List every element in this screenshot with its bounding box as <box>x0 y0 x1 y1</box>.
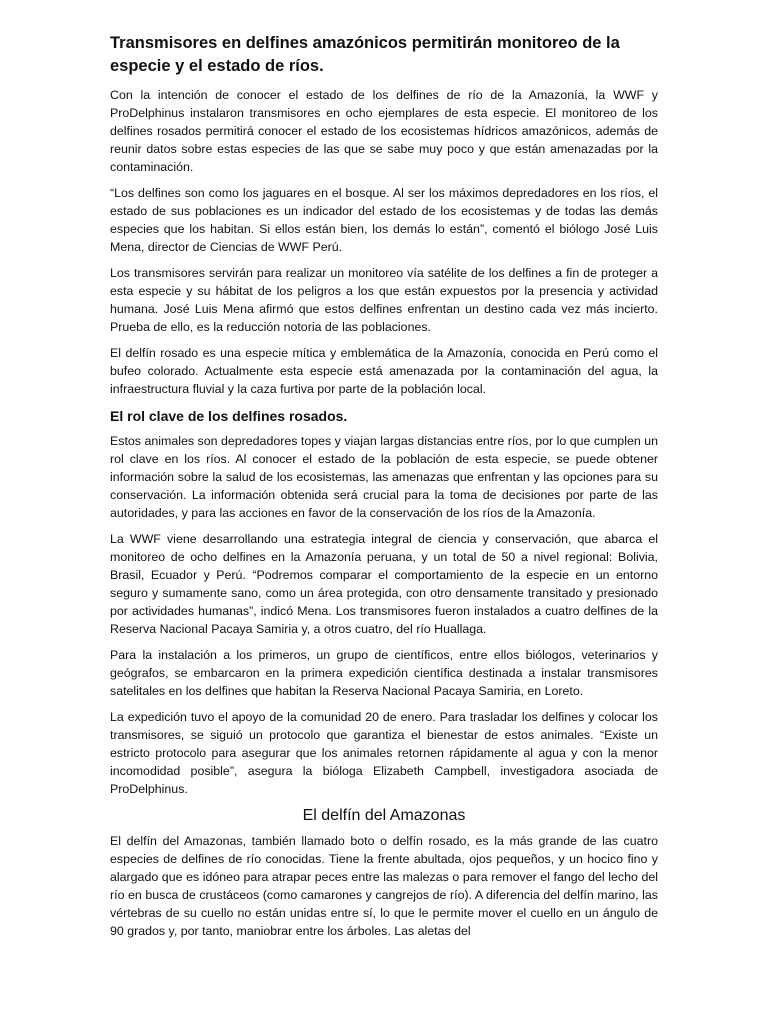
paragraph-wwf-strategy: La WWF viene desarrollando una estrategia integral de ciencia y conservación, que abarca el monitoreo de ocho delfines en la Amazonía peruana, y un total de 50 a nivel regional: Bolivia, Brasil, Ecuador y Perú. “Podremos comparar el comportamiento de la especie en un entorno seguro y sumamente sano, como un área protegida, con otro densamente transitado y presionado por actividades humanas”, indicó Mena. Los transmisores fueron instalados a cuatro delfines de la Reserva Nacional Pacaya Samiria y, a otros cuatro, del río Huallaga. <box>110 532 658 636</box>
subheading-delfin-amazonas: El delfín del Amazonas <box>302 807 466 824</box>
subheading-rol-clave: El rol clave de los delfines rosados. <box>110 408 348 424</box>
paragraph-quote-mena: “Los delfines son como los jaguares en el bosque. Al ser los máximos depredadores en los ríos, el estado de sus poblaciones es un indicador del estado de los ecosistemas y de todas las demás especies que los habitan. Si ellos están bien, los demás lo están”, comentó el biólogo José Luis Mena, director de Ciencias de WWF Perú. <box>110 186 658 254</box>
article-title: Transmisores en delfines amazónicos permitirán monitoreo de la especie y el estado de ríos. <box>110 34 620 75</box>
paragraph-expedition: La expedición tuvo el apoyo de la comunidad 20 de enero. Para trasladar los delfines y colocar los transmisores, se siguió un protocolo que garantiza el bienestar de estos animales. “Existe un estricto protocolo para asegurar que los animales retornen rápidamente al agua y con la menor incomodidad posible”, asegura la bióloga Elizabeth Campbell, investigadora asociada de ProDelphinus. <box>110 710 658 796</box>
paragraph-predators: Estos animales son depredadores topes y viajan largas distancias entre ríos, por lo que cumplen un rol clave en los ríos. Al conocer el estado de la población de esta especie, se puede obtener información sobre la salud de los ecosistemas, las amenazas que enfrentan y las opciones para su conservación. La información obtenida será crucial para la toma de decisiones por parte de las autoridades, y para las acciones en favor de la conservación de los ríos de la Amazonía. <box>110 434 658 520</box>
paragraph-intro: Con la intención de conocer el estado de los delfines de río de la Amazonía, la WWF y ProDelphinus instalaron transmisores en ocho ejemplares de esta especie. El monitoreo de los delfines rosados permitirá conocer el estado de los ecosistemas hídricos amazónicos, además de reunir datos sobre estas especies de las que se sabe muy poco y que están amenazadas por la contaminación. <box>110 88 658 174</box>
paragraph-description: El delfín del Amazonas, también llamado boto o delfín rosado, es la más grande de las cuatro especies de delfines de río conocidas. Tiene la frente abultada, ojos pequeños, y un hocico fino y alargado que es idóneo para atrapar peces entre las malezas o para remover el fango del lecho del río en busca de crustáceos (como camarones y cangrejos de río). A diferencia del delfín marino, las vértebras de su cuello no están unidas entre sí, lo que le permite mover el cuello en un ángulo de 90 grados y, por tanto, maniobrar entre los árboles. Las aletas del <box>110 834 658 938</box>
paragraph-installation: Para la instalación a los primeros, un grupo de científicos, entre ellos biólogos, veterinarios y geógrafos, se embarcaron en la primera expedición científica destinada a instalar transmisores satelitales en los delfines que habitan la Reserva Nacional Pacaya Samiria, en Loreto. <box>110 648 658 698</box>
document-page <box>110 32 658 948</box>
paragraph-bufeo: El delfín rosado es una especie mítica y emblemática de la Amazonía, conocida en Perú como el bufeo colorado. Actualmente esta especie está amenazada por la contaminación del agua, la infraestructura fluvial y la caza furtiva por parte de la población local. <box>110 346 658 396</box>
paragraph-transmitters: Los transmisores servirán para realizar un monitoreo vía satélite de los delfines a fin de proteger a esta especie y su hábitat de los peligros a los que están expuestos por la presencia y actividad humana. José Luis Mena afirmó que estos delfines enfrentan un destino cada vez más incierto. Prueba de ello, es la reducción notoria de las poblaciones. <box>110 266 658 334</box>
